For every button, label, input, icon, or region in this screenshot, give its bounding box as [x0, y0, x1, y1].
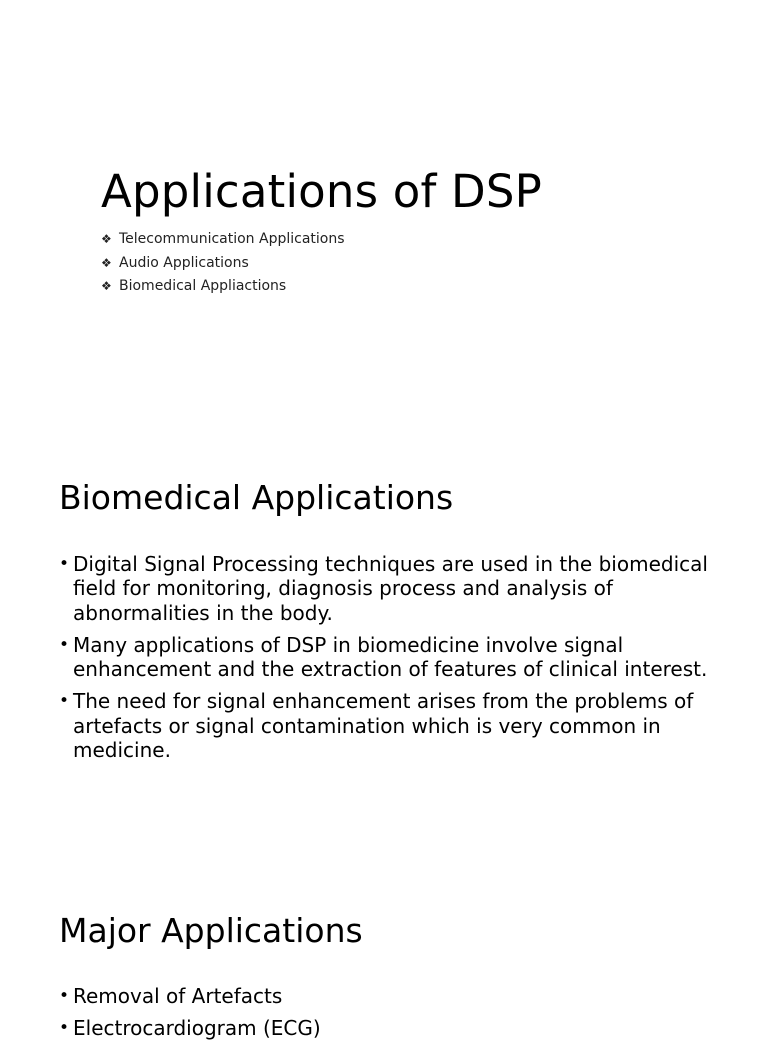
bullet-dot-icon: • [59, 691, 70, 712]
list-item [101, 275, 345, 299]
list-item [59, 1016, 719, 1040]
diamond-bullet-list [101, 228, 345, 299]
slide-title: Applications of DSP [101, 165, 543, 218]
list-item [59, 689, 719, 762]
list-item-text: Many applications of DSP in biomedicine involve signal enhancement and the extraction of features of clinical interest. [73, 632, 708, 682]
list-item [59, 552, 719, 625]
list-item-label: Biomedical Appliactions [119, 278, 287, 294]
bullet-dot-icon: • [59, 986, 70, 1006]
list-item [59, 633, 719, 682]
slide-title: Biomedical Applications [59, 478, 454, 517]
bullet-list [59, 552, 719, 770]
list-item-text: Electrocardiogram (ECG) [73, 1016, 321, 1041]
list-item-text: Removal of Artefacts [73, 984, 283, 1008]
diamond-bullet-icon: ❖ [101, 232, 112, 246]
slide-applications-of-dsp [0, 0, 768, 432]
slide-major-applications [0, 864, 768, 1041]
list-item-text: The need for signal enhancement arises from the problems of artefacts or signal contamination which is very common in medicine. [73, 689, 694, 763]
list-item-text: Digital Signal Processing techniques are used in the biomedical field for monitoring, diagnosis process and analysis of abnormalities in the body. [73, 552, 708, 625]
diamond-bullet-icon: ❖ [101, 279, 112, 293]
list-item [59, 984, 719, 1008]
list-item [101, 252, 345, 276]
list-item-label: Audio Applications [119, 254, 249, 271]
diamond-bullet-icon: ❖ [101, 255, 112, 270]
bullet-list [59, 984, 719, 1049]
list-item [101, 228, 345, 252]
bullet-dot-icon: • [59, 1018, 70, 1039]
slide-biomedical-applications [0, 432, 768, 864]
list-item-label: Telecommunication Applications [119, 231, 345, 247]
bullet-dot-icon: • [59, 634, 70, 655]
slide-title: Major Applications [59, 911, 363, 950]
bullet-dot-icon: • [59, 554, 70, 574]
